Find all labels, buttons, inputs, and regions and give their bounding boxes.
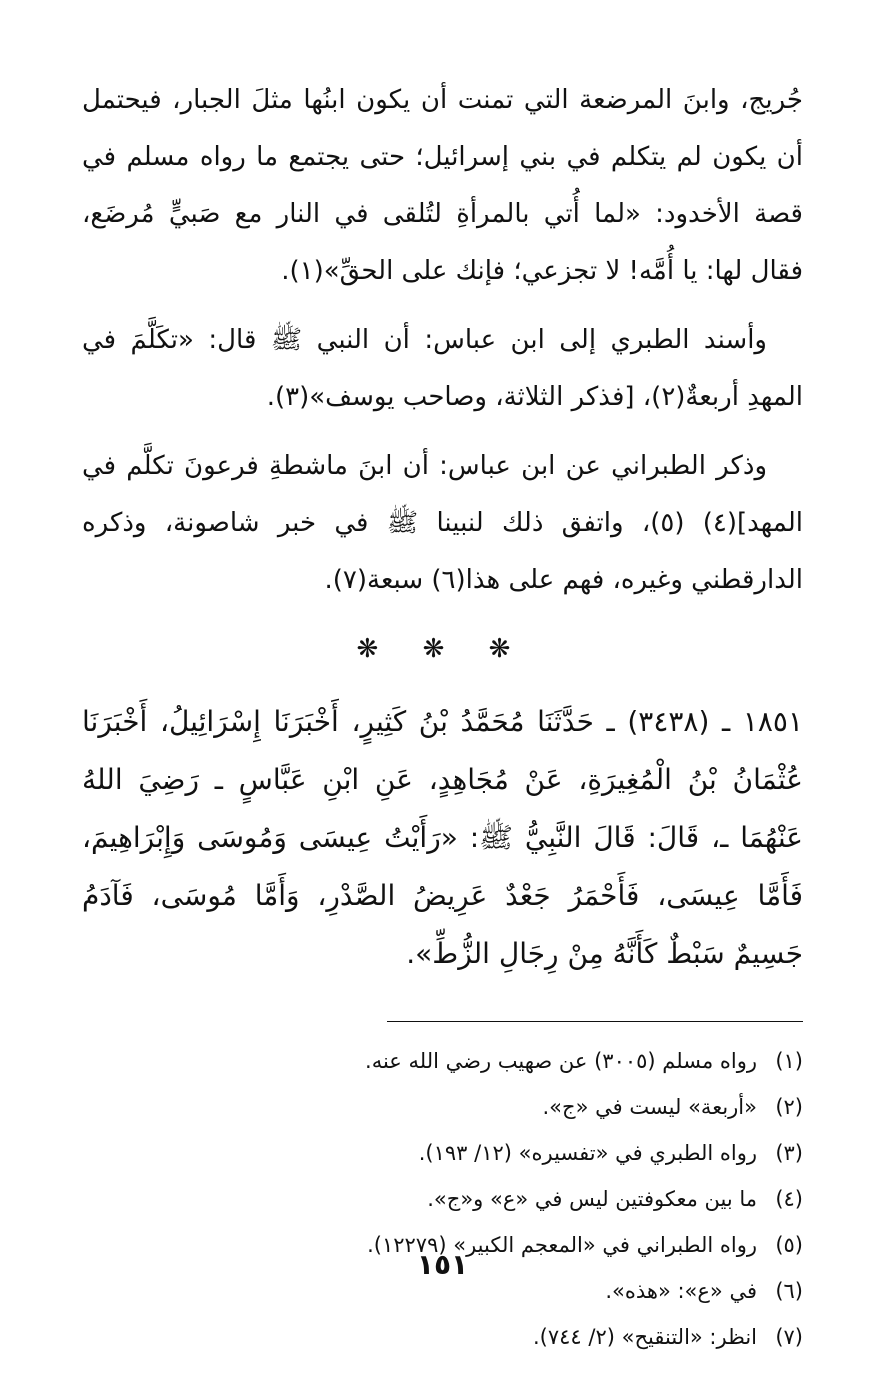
footnote-item xyxy=(82,1084,803,1130)
footnote-text: في «ع»: «هذه». xyxy=(605,1279,757,1303)
commentary-text xyxy=(82,72,803,609)
footnote-text: ما بين معكوفتين ليس في «ع» و«ج». xyxy=(427,1187,757,1211)
hadith-text: ١٨٥١ ـ (٣٤٣٨) ـ حَدَّثَنَا مُحَمَّدُ بْنُ كَثِيرٍ، أَخْبَرَنَا إِسْرَائِيلُ، أَخْبَرَنَا عُثْمَانُ بْنُ الْمُغِيرَةِ، عَنْ مُجَاهِدٍ، عَنِ ابْنِ عَبَّاسٍ ـ رَضِيَ اللهُ عَنْهُمَا ـ، قَالَ: قَالَ النَّبِيُّ ﷺ: «رَأَيْتُ عِيسَى وَمُوسَى وَإِبْرَاهِيمَ، فَأَمَّا عِيسَى، فَأَحْمَرُ جَعْدٌ عَرِيضُ الصَّدْرِ، وَأَمَّا مُوسَى، فَآدَمُ جَسِيمٌ سَبْطٌ كَأَنَّهُ مِنْ رِجَالِ الزُّطِّ». xyxy=(82,705,803,970)
footnote-item xyxy=(82,1176,803,1222)
footnote-number: (٣) xyxy=(775,1141,803,1165)
paragraph-1: جُريج، وابنَ المرضعة التي تمنت أن يكون ابنُها مثلَ الجبار، فيحتمل أن يكون لم يتكلم في بني إسرائيل؛ حتى يجتمع ما رواه مسلم في قصة الأخدود: «لما أُتي بالمرأةِ لتُلقى في النار مع صَبيٍّ مُرضَع، فقال لها: يا أُمَّه! لا تجزعي؛ فإنك على الحقِّ»(١). xyxy=(82,85,803,286)
footnote-divider xyxy=(387,1021,803,1022)
footnote-number: (٥) xyxy=(775,1233,803,1257)
footnote-text: رواه مسلم (٣٠٠٥) عن صهيب رضي الله عنه. xyxy=(365,1049,757,1073)
page-number: ١٥١ xyxy=(416,1248,469,1281)
paragraph-2: وأسند الطبري إلى ابن عباس: أن النبي ﷺ قال: «تكَلَّمَ في المهدِ أربعةٌ(٢)، [فذكر الثلاثة، وصاحب يوسف»(٣). xyxy=(82,325,803,412)
footnote-item xyxy=(82,1314,803,1360)
footnote-text: انظر: «التنقيح» (٢/ ٧٤٤). xyxy=(533,1325,757,1349)
footnote-text: رواه الطبراني في «المعجم الكبير» (١٢٢٧٩). xyxy=(367,1233,757,1257)
footnote-item xyxy=(82,1130,803,1176)
footnote-item xyxy=(82,1038,803,1084)
footnote-text: «أربعة» ليست في «ج». xyxy=(542,1095,757,1119)
footnote-text: رواه الطبري في «تفسيره» (١٢/ ١٩٣). xyxy=(418,1141,757,1165)
footnote-number: (٦) xyxy=(775,1279,803,1303)
footnote-number: (١) xyxy=(775,1049,803,1073)
section-separator: ❋ ❋ ❋ xyxy=(356,634,529,664)
footnotes xyxy=(82,1038,803,1360)
footnote-number: (٤) xyxy=(775,1187,803,1211)
footnote-number: (٢) xyxy=(775,1095,803,1119)
footnote-number: (٧) xyxy=(775,1325,803,1349)
paragraph-3: وذكر الطبراني عن ابن عباس: أن ابنَ ماشطةِ فرعونَ تكلَّم في المهد](٤) (٥)، واتفق ذلك لنبينا ﷺ في خبر شاصونة، وذكره الدارقطني وغيره، فهم على هذا(٦) سبعة(٧). xyxy=(82,451,803,595)
